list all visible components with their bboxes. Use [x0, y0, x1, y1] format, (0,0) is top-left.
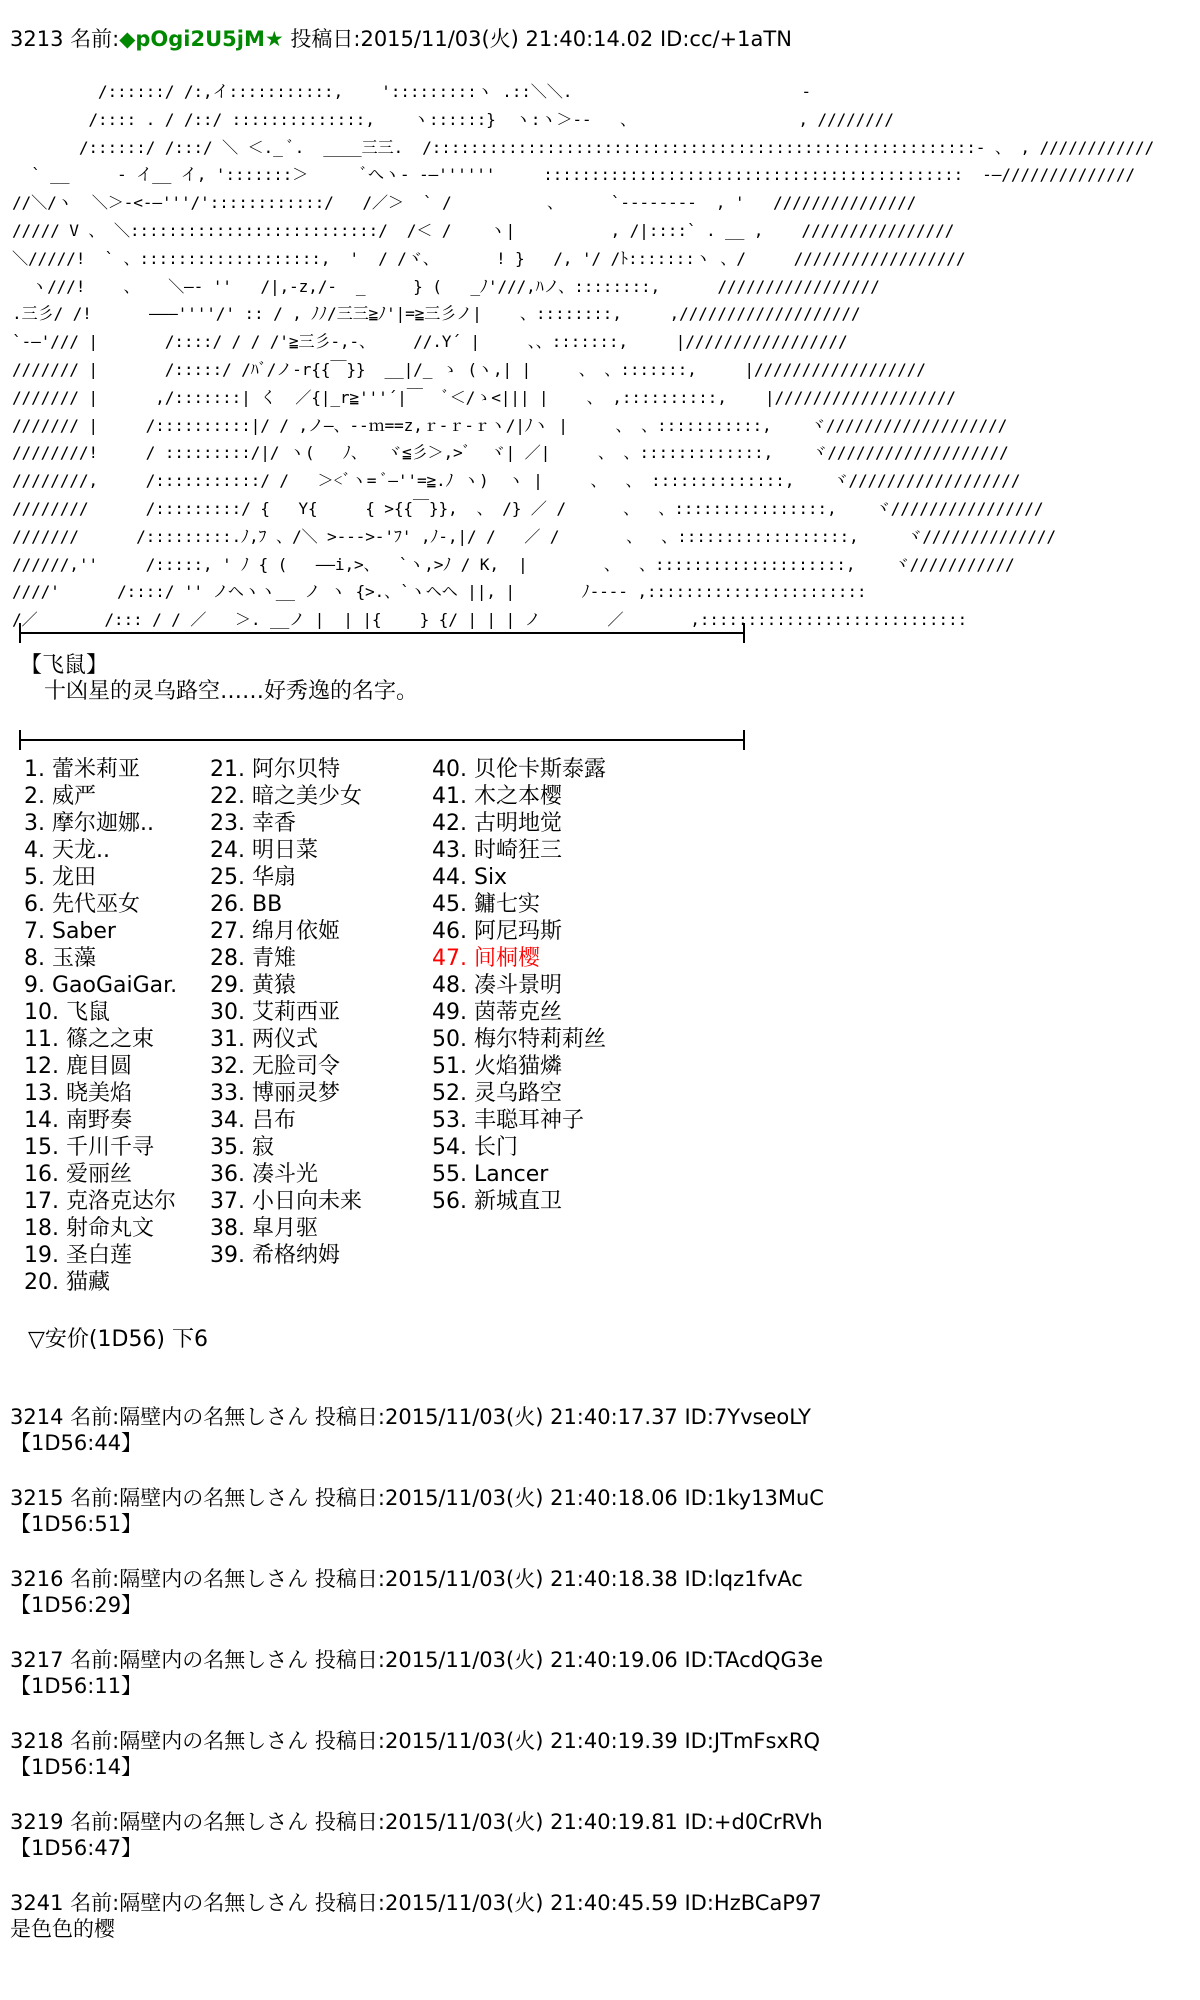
- candidate-item: 18. 射命丸文: [24, 1216, 154, 1241]
- candidate-item: 36. 凑斗光: [210, 1162, 318, 1187]
- candidate-item: 2. 威严: [24, 784, 96, 809]
- name-label: 名前:: [70, 1648, 120, 1672]
- candidate-item: 20. 猫藏: [24, 1270, 110, 1295]
- reply-header: [10, 1809, 823, 1835]
- reply-number: 3216: [10, 1567, 64, 1591]
- name-label: 名前:: [70, 1810, 120, 1834]
- post-date: 2015/11/03(火) 21:40:14.02: [360, 27, 654, 51]
- candidate-item: 3. 摩尔迦娜..: [24, 811, 154, 836]
- reply-number: 3215: [10, 1486, 64, 1510]
- date-label: 投稿日:: [314, 1486, 385, 1510]
- reply-id[interactable]: ID:7YvseoLY: [684, 1405, 811, 1429]
- date-label: 投稿日:: [314, 1729, 385, 1753]
- name-label: 名前:: [70, 1405, 120, 1429]
- reply-body: 【1D56:29】: [10, 1593, 143, 1617]
- ascii-art: /::::::/ /:,イ:::::::::::, ':::::::::ヽ .::＼＼. - /:::: . / /::/ ::::::::::::::, ヽ::::::} ヽ:ヽ＞-- 、 , //////// /::::::/ /:::/ ＼ ＜._ ﾞ. ____三三. /:::::::::::::::::::::::::::::::::::::::::::::::::::::::::- 、 , //////////// ` __ - イ__ イ, ':::::::＞ ﾞへヽ- -―'''''' :::::::::::::::::::::::::::::::::::::::::::: -―////////////// //＼/ヽ ＼＞-<-―'''/'::::::::::::/ /／＞ ` / 、 `-------- , ' /////////////// ///// V 、 ＼::::::::::::::::::::::::::/ /＜ / ヽ| , /|::::` . __ , //////////////// ＼/////! ` 、:::::::::::::::::::, ' / /ヾ、 ! } /, '/ /ﾄ:::::::ヽ 、/ ////////////////// ヽ///! 、 ＼―- '' /|,-z,/- _ } ( _ﾉ'///,ﾊノ、::::::::, ///////////////// .三彡/ /! ―――''''/' :: / , ﾉﾉ/三三≧ﾉ'|=≧三彡ノ| 、::::::::, ,/////////////////// `-―'/// | /::::/ / / /'≧三彡-,-、 //.Y´ | 、、:::::::, |///////////////// /////// | /:::::/ /ﾊﾞ/ノ-r{{￣}} __|/_ ゝ (ヽ,| | 、 、:::::::, |////////////////// /////// | ,/:::::::| く ／{|_r≧'''´|￣ ﾞ＜/ゝ<||| | 、 ,::::::::::, |/////////////////// /////// | /::::::::::|/ / ,ノ―、--ｍ==z,ｒ-ｒ-ｒヽ/|ﾉヽ | 、 、:::::::::::, ヾ/////////////////// ////////! / :::::::::/|/ ヽ( ﾉ、 ヾ≦彡＞,>ﾞ ヾ| ／| 、 、:::::::::::::, ヾ/////////////////// ////////, /:::::::::::/ / ＞<ﾞヽ= ﾞ―''=≧.ﾉ ヽ) ヽ | 、 、 ::::::::::::::, ヾ////////////////// //////// /:::::::::/ { Y{ { >{{￣}}, 、 /} ／ / 、 、::::::::::::::::, ヾ//////////////// /////// /:::::::::.ﾉ,ﾌ 、/＼ >--->-'ﾌ' ,ﾉ-,|/ / ／ / 、 、::::::::::::::::::, ヾ////////////// //////,'' /:::::, ' ﾉ { ( ――i,>、 `ヽ,>ﾉ / K, | 、 、::::::::::::::::::::, ヾ/////////// ////' /::::/ '' ノヘヽヽ__ ノ ヽ {>.、`ヽヘヘ ||, | ﾉ---- ,::::::::::::::::::::::: /／ /::: / / ／ ＞. __ノ | | |{ } {/ | | | ノ ／ ,::::::::::::::::::::::::::::: [12, 82, 1155, 630]
- candidate-item: 41. 木之本樱: [432, 784, 562, 809]
- candidate-item: 37. 小日向未来: [210, 1189, 362, 1214]
- candidate-item: 23. 幸香: [210, 811, 296, 836]
- date-label: 投稿日:: [314, 1810, 385, 1834]
- candidate-item: 56. 新城直卫: [432, 1189, 562, 1214]
- candidate-item: 30. 艾莉西亚: [210, 1000, 340, 1025]
- post-number: 3213: [10, 27, 64, 51]
- candidate-item: 9. GaoGaiGar.: [24, 973, 178, 998]
- candidate-item: 19. 圣白莲: [24, 1243, 132, 1268]
- candidate-item: 48. 凑斗景明: [432, 973, 562, 998]
- candidate-item: 53. 丰聪耳神子: [432, 1108, 584, 1133]
- reply-header: [10, 1728, 820, 1754]
- candidate-item: 34. 吕布: [210, 1108, 296, 1133]
- name-label: 名前:: [70, 27, 120, 51]
- date-label: 投稿日:: [314, 1567, 385, 1591]
- reply-header: [10, 1566, 803, 1592]
- reply-name: 隔壁内の名無しさん: [119, 1729, 309, 1753]
- candidate-item: 6. 先代巫女: [24, 892, 140, 917]
- speaker-name: 【飞鼠】: [20, 653, 109, 678]
- candidate-item: 49. 茵蒂克丝: [432, 1000, 562, 1025]
- poster-trip[interactable]: ◆pOgi2U5jM★: [119, 27, 284, 51]
- candidate-list-col2: [210, 756, 362, 1269]
- name-label: 名前:: [70, 1891, 120, 1915]
- reply-name: 隔壁内の名無しさん: [119, 1567, 309, 1591]
- candidate-item: 40. 贝伦卡斯泰露: [432, 757, 606, 782]
- candidate-item: 24. 明日菜: [210, 838, 318, 863]
- reply-number: 3214: [10, 1405, 64, 1429]
- candidate-item: 10. 飞鼠: [24, 1000, 110, 1025]
- date-label: 投稿日:: [314, 1405, 385, 1429]
- divider-top: [12, 618, 752, 648]
- reply-id[interactable]: ID:TAcdQG3e: [684, 1648, 824, 1672]
- candidate-item: 50. 梅尔特莉莉丝: [432, 1027, 606, 1052]
- post-header: [10, 26, 792, 52]
- candidate-item: 46. 阿尼玛斯: [432, 919, 562, 944]
- reply-name: 隔壁内の名無しさん: [119, 1648, 309, 1672]
- reply-date: 2015/11/03(火) 21:40:19.81: [384, 1810, 678, 1834]
- reply-id[interactable]: ID:1ky13MuC: [684, 1486, 824, 1510]
- candidate-item: 32. 无脸司令: [210, 1054, 340, 1079]
- candidate-item: 7. Saber: [24, 919, 116, 944]
- reply-date: 2015/11/03(火) 21:40:19.39: [384, 1729, 678, 1753]
- name-label: 名前:: [70, 1486, 120, 1510]
- reply-body: 【1D56:44】: [10, 1431, 143, 1455]
- reply-number: 3218: [10, 1729, 64, 1753]
- post-id[interactable]: ID:cc/+1aTN: [659, 27, 792, 51]
- reply-body: 是色色的樱: [10, 1917, 115, 1941]
- name-label: 名前:: [70, 1567, 120, 1591]
- candidate-item: 43. 时崎狂三: [432, 838, 562, 863]
- candidate-item: 33. 博丽灵梦: [210, 1081, 340, 1106]
- candidate-item: 5. 龙田: [24, 865, 96, 890]
- candidate-item: 45. 鏞七实: [432, 892, 540, 917]
- candidate-item: 38. 皐月驱: [210, 1216, 318, 1241]
- reply-number: 3217: [10, 1648, 64, 1672]
- reply-date: 2015/11/03(火) 21:40:17.37: [384, 1405, 678, 1429]
- reply-date: 2015/11/03(火) 21:40:19.06: [384, 1648, 678, 1672]
- date-label: 投稿日:: [290, 27, 361, 51]
- candidate-item: 26. BB: [210, 892, 283, 917]
- candidate-item: 27. 绵月依姬: [210, 919, 340, 944]
- reply-date: 2015/11/03(火) 21:40:18.06: [384, 1486, 678, 1510]
- reply-number: 3219: [10, 1810, 64, 1834]
- reply-header: [10, 1485, 824, 1511]
- candidate-item: 55. Lancer: [432, 1162, 549, 1187]
- reply-header: [10, 1890, 822, 1916]
- dialogue-text: 十凶星的灵乌路空……好秀逸的名字。: [44, 679, 419, 704]
- candidate-item: 31. 两仪式: [210, 1027, 318, 1052]
- reply-body: 【1D56:47】: [10, 1836, 143, 1860]
- candidate-item: 35. 寂: [210, 1135, 274, 1160]
- candidate-item: 14. 南野奏: [24, 1108, 132, 1133]
- candidate-item: 15. 千川千寻: [24, 1135, 154, 1160]
- reply-header: [10, 1404, 811, 1430]
- candidate-item: 8. 玉藻: [24, 946, 96, 971]
- reply-name: 隔壁内の名無しさん: [119, 1891, 309, 1915]
- anka-instruction: ▽安价(1D56) 下6: [28, 1327, 209, 1352]
- reply-id[interactable]: ID:lqz1fvAc: [684, 1567, 803, 1591]
- candidate-list-col1: [24, 756, 177, 1296]
- reply-id[interactable]: ID:+d0CrRVh: [684, 1810, 823, 1834]
- candidate-list-col3: [432, 756, 606, 1215]
- reply-name: 隔壁内の名無しさん: [119, 1810, 309, 1834]
- candidate-item: 4. 天龙..: [24, 838, 110, 863]
- candidate-item: 29. 黄猿: [210, 973, 296, 998]
- candidate-item: 51. 火焰猫燐: [432, 1054, 562, 1079]
- reply-body: 【1D56:11】: [10, 1674, 143, 1698]
- reply-body: 【1D56:14】: [10, 1755, 143, 1779]
- candidate-item: 1. 蕾米莉亚: [24, 757, 140, 782]
- candidate-item: 42. 古明地觉: [432, 811, 562, 836]
- candidate-item: 12. 鹿目圆: [24, 1054, 132, 1079]
- reply-id[interactable]: ID:HzBCaP97: [684, 1891, 822, 1915]
- candidate-item: 47. 间桐樱: [432, 946, 540, 971]
- candidate-item: 54. 长门: [432, 1135, 518, 1160]
- candidate-item: 28. 青雉: [210, 946, 296, 971]
- candidate-item: 13. 晓美焰: [24, 1081, 132, 1106]
- candidate-item: 39. 希格纳姆: [210, 1243, 340, 1268]
- candidate-item: 44. Six: [432, 865, 508, 890]
- candidate-item: 17. 克洛克达尔: [24, 1189, 176, 1214]
- divider-bottom: [12, 725, 752, 755]
- reply-name: 隔壁内の名無しさん: [119, 1486, 309, 1510]
- candidate-item: 22. 暗之美少女: [210, 784, 362, 809]
- reply-name: 隔壁内の名無しさん: [119, 1405, 309, 1429]
- candidate-item: 52. 灵乌路空: [432, 1081, 562, 1106]
- reply-body: 【1D56:51】: [10, 1512, 143, 1536]
- candidate-item: 21. 阿尔贝特: [210, 757, 340, 782]
- reply-id[interactable]: ID:JTmFsxRQ: [684, 1729, 820, 1753]
- reply-number: 3241: [10, 1891, 64, 1915]
- reply-header: [10, 1647, 823, 1673]
- reply-date: 2015/11/03(火) 21:40:45.59: [384, 1891, 678, 1915]
- candidate-item: 16. 爱丽丝: [24, 1162, 132, 1187]
- date-label: 投稿日:: [314, 1891, 385, 1915]
- reply-date: 2015/11/03(火) 21:40:18.38: [384, 1567, 678, 1591]
- name-label: 名前:: [70, 1729, 120, 1753]
- candidate-item: 11. 篠之之束: [24, 1027, 154, 1052]
- candidate-item: 25. 华扇: [210, 865, 296, 890]
- date-label: 投稿日:: [314, 1648, 385, 1672]
